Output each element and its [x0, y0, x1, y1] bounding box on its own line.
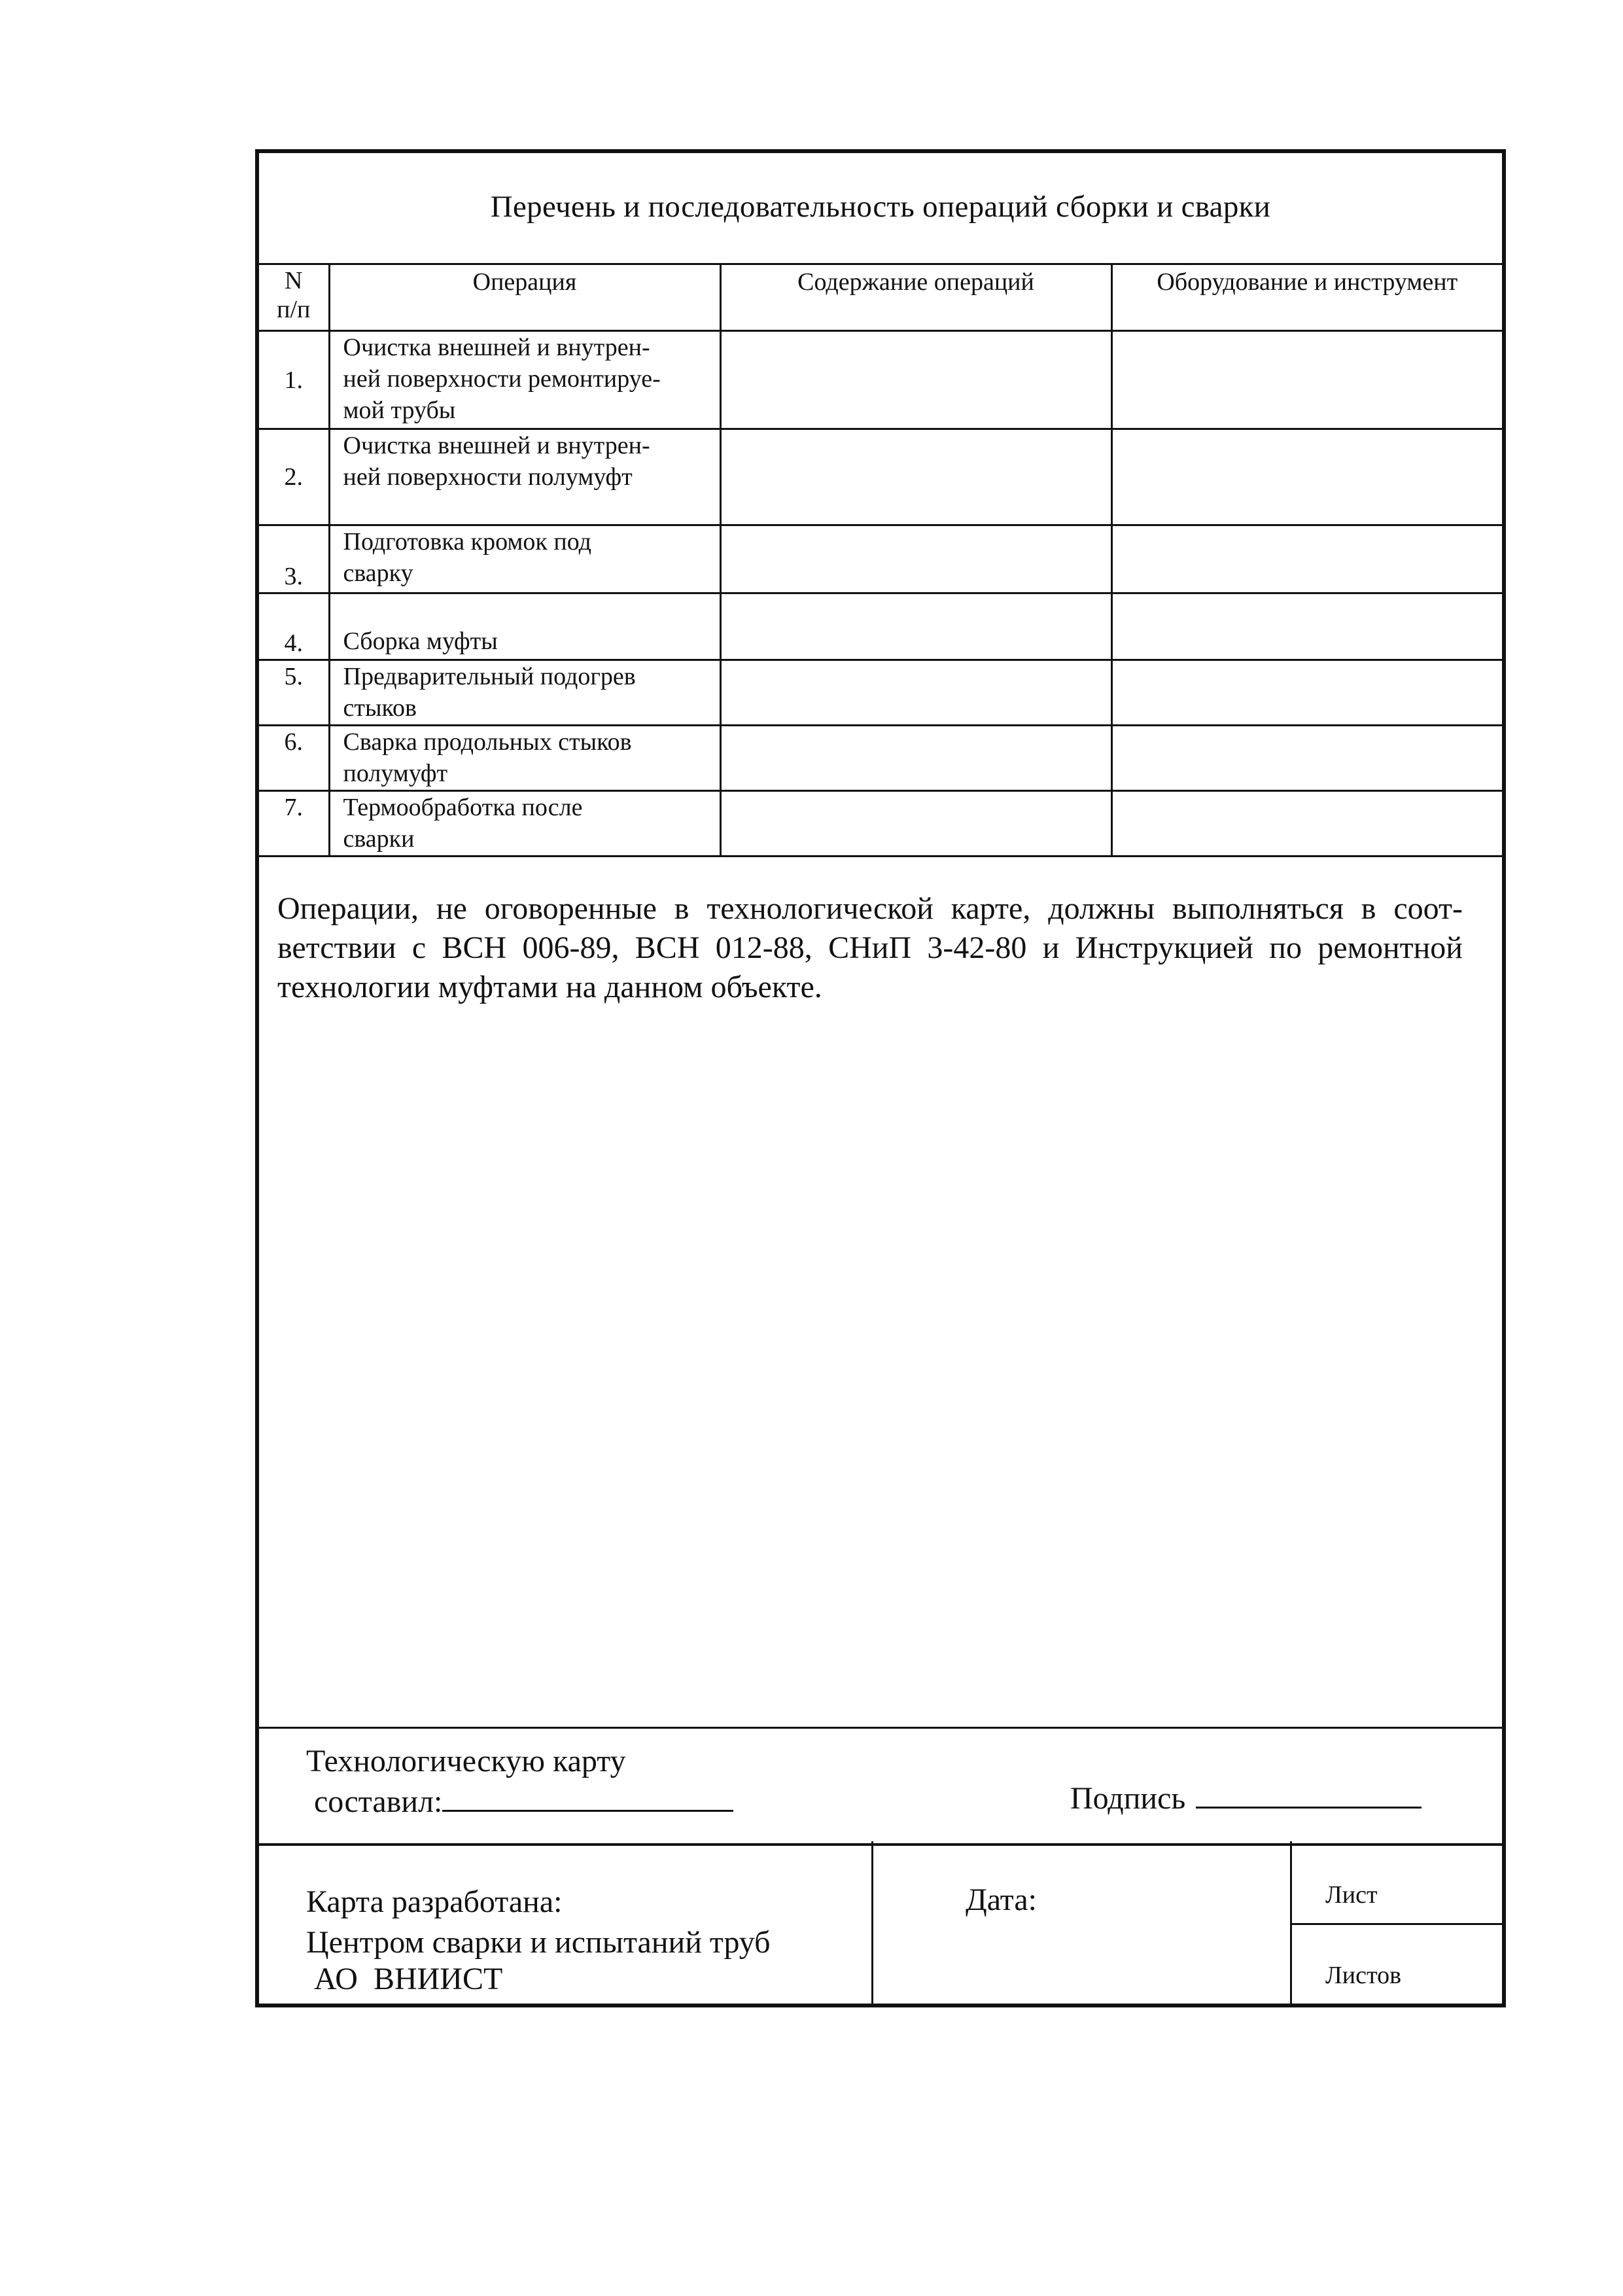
row-number: 5. [259, 660, 329, 726]
row-content [720, 429, 1111, 525]
date-label: Дата: [966, 1882, 1038, 1917]
header-operation: Операция [329, 264, 720, 331]
compiled-by-block [259, 1727, 1502, 1846]
row-equipment [1111, 726, 1502, 791]
signature-field[interactable] [1196, 1778, 1422, 1809]
row-equipment [1111, 525, 1502, 593]
signature-label: Подпись [1070, 1781, 1186, 1816]
row-content [720, 660, 1111, 726]
header-number: N п/п [259, 264, 329, 331]
compiled-by-label [306, 1742, 733, 1822]
table-row [259, 593, 1502, 660]
compiled-by-line2-wrap [306, 1781, 733, 1822]
table-header-row [259, 264, 1502, 331]
document-frame [255, 149, 1506, 2007]
divider [1290, 1841, 1292, 2004]
row-operation: Термообработка после сварки [329, 791, 720, 857]
row-content [720, 726, 1111, 791]
row-equipment [1111, 429, 1502, 525]
table-row [259, 660, 1502, 726]
divider [1290, 1923, 1502, 1925]
row-equipment [1111, 593, 1502, 660]
divider [871, 1841, 873, 2004]
developer-org: Центром сварки и испытаний труб [306, 1925, 771, 1960]
row-number: 2. [259, 429, 329, 525]
row-operation: Сварка продольных стыков полумуфт [329, 726, 720, 791]
operations-table [259, 263, 1502, 857]
compiled-by-field[interactable] [442, 1781, 733, 1812]
row-operation: Подготовка кромок под сварку [329, 525, 720, 593]
signature-area [1070, 1778, 1422, 1818]
document-title: Перечень и последовательность операций сборки и сварки [490, 190, 1271, 224]
row-content [720, 525, 1111, 593]
row-operation: Очистка внешней и внутрен- ней поверхности ремонтируе- мой трубы [329, 331, 720, 429]
row-operation: Очистка внешней и внутрен- ней поверхности полумуфт [329, 429, 720, 525]
row-equipment [1111, 791, 1502, 857]
developer-block [259, 1841, 1502, 2004]
row-equipment [1111, 660, 1502, 726]
row-number: 4. [259, 593, 329, 660]
row-operation: Предварительный подогрев стыков [329, 660, 720, 726]
sheets-count-label: Листов [1325, 1962, 1402, 1989]
row-number: 3. [259, 525, 329, 593]
developer-info [306, 1882, 771, 1996]
compiled-by-line1: Технологическую карту [306, 1744, 626, 1778]
row-content [720, 791, 1111, 857]
table-row [259, 525, 1502, 593]
row-equipment [1111, 331, 1502, 429]
table-row [259, 331, 1502, 429]
table-row [259, 429, 1502, 525]
row-number: 6. [259, 726, 329, 791]
table-row [259, 726, 1502, 791]
developer-label: Карта разработана: [306, 1884, 563, 1919]
compiled-by-line2: составил: [314, 1784, 443, 1819]
table-row [259, 791, 1502, 857]
row-content [720, 331, 1111, 429]
row-number: 7. [259, 791, 329, 857]
header-equipment: Оборудование и инструмент [1111, 264, 1502, 331]
operations-note: Операции, не оговоренные в технологической карте, должны выполняться в соот-ветствии с ВСН 006-89, ВСН 012-88, СНиП 3-42-80 и Инструкцией по ремонтной технологии муфтами на данном объекте. [277, 891, 1463, 1004]
sheet-label: Лист [1325, 1881, 1378, 1909]
header-content: Содержание операций [720, 264, 1111, 331]
row-number: 1. [259, 331, 329, 429]
row-content [720, 593, 1111, 660]
row-operation: Сборка муфты [329, 593, 720, 660]
developer-org-name: АО ВНИИСТ [306, 1962, 503, 1996]
